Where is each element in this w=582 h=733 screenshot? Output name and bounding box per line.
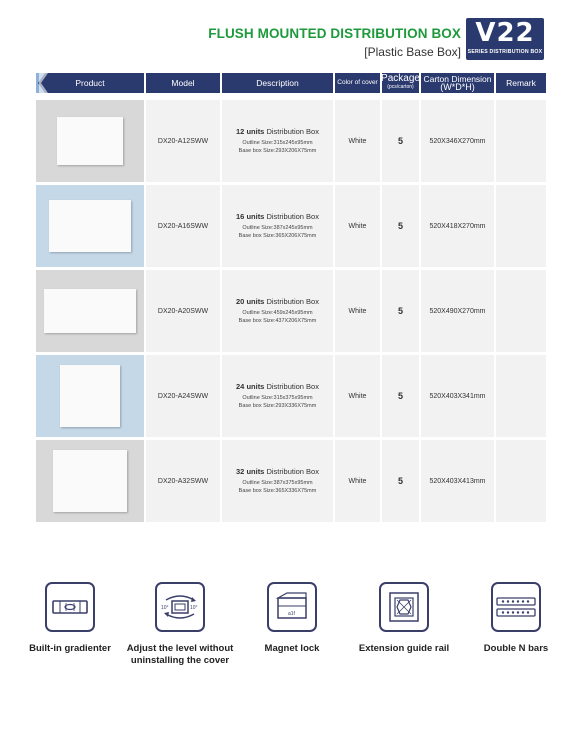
magnet-mark-label: a1f [288,611,295,617]
product-photo [36,270,144,352]
title-block [208,26,461,59]
box-cover-image [57,117,123,165]
package-cell: 5 [382,270,419,352]
description-cell: 32 units Distribution Box Outline Size:387x375x95mm Base box Size:365X336X75mm [222,440,333,522]
level-gauge-icon [45,582,95,632]
header-model: Model [146,73,220,93]
remark-cell [496,440,546,522]
feature-magnet-lock [236,582,348,655]
description-cell: 24 units Distribution Box Outline Size:315x375x95mm Base box Size:293X336X75mm [222,355,333,437]
description-cell: 20 units Distribution Box Outline Size:459x245x95mm Base box Size:437X206X75mm [222,270,333,352]
n-bars-icon [491,582,541,632]
magnet-lock-icon [267,582,317,632]
feature-gradienter [14,582,126,655]
header-description: Description [222,73,333,93]
feature-label: Double N bars [483,643,549,654]
color-cell: White [335,355,380,437]
logo-subtext: SERIES DISTRIBUTION BOX [467,49,543,55]
carton-cell: 520X403X341mm [421,355,494,437]
box-cover-image [44,289,136,333]
page-subtitle: [Plastic Base Box] [364,45,461,59]
product-photo [36,100,144,182]
package-cell: 5 [382,440,419,522]
remark-cell [496,270,546,352]
carton-cell: 520X418X270mm [421,185,494,267]
guide-rail-icon [379,582,429,632]
header-carton: Carton Dimension (W*D*H) [421,73,494,93]
header-arrow-icon [36,73,56,93]
model-cell: DX20-A32SWW [146,440,220,522]
product-photo [36,355,144,437]
color-cell: White [335,270,380,352]
feature-label: Magnet lock [264,643,320,654]
logo-text: V22 [475,18,535,48]
box-cover-image [60,365,120,427]
remark-cell [496,355,546,437]
angle-right-label: 10° [190,605,198,611]
product-photo [36,440,144,522]
box-cover-image [49,200,131,252]
product-photo [36,185,144,267]
page-title: FLUSH MOUNTED DISTRIBUTION BOX [208,26,461,41]
description-cell: 16 units Distribution Box Outline Size:387x245x95mm Base box Size:365X206X75mm [222,185,333,267]
model-cell: DX20-A20SWW [146,270,220,352]
package-cell: 5 [382,355,419,437]
remark-cell [496,100,546,182]
feature-n-bars [461,582,571,655]
package-cell: 5 [382,185,419,267]
box-cover-image [53,450,127,512]
package-cell: 5 [382,100,419,182]
model-cell: DX20-A24SWW [146,355,220,437]
table-row [36,185,546,267]
header-package: Package (pcs/carton) [382,73,419,93]
header-remark: Remark [496,73,546,93]
model-cell: DX20-A12SWW [146,100,220,182]
carton-cell: 520X490X270mm [421,270,494,352]
table-row [36,100,546,182]
remark-cell [496,185,546,267]
rotate-adjust-icon [155,582,205,632]
color-cell: White [335,100,380,182]
feature-adjust-level [124,582,236,667]
table-row [36,440,546,522]
angle-left-label: 10° [161,605,169,611]
model-cell: DX20-A16SWW [146,185,220,267]
feature-label: Adjust the level without uninstalling the cover [126,643,234,666]
color-cell: White [335,185,380,267]
header-color: Color of cover [335,73,380,93]
feature-label: Built-in gradienter [29,643,111,654]
feature-label: Extension guide rail [358,643,450,654]
feature-guide-rail [347,582,461,655]
color-cell: White [335,440,380,522]
table-row [36,270,546,352]
header-product: Product [36,73,144,93]
table-row [36,355,546,437]
series-logo [466,18,544,60]
carton-cell: 520X346X270mm [421,100,494,182]
description-cell: 12 units Distribution Box Outline Size:315x245x95mm Base box Size:293X206X75mm [222,100,333,182]
carton-cell: 520X403X413mm [421,440,494,522]
